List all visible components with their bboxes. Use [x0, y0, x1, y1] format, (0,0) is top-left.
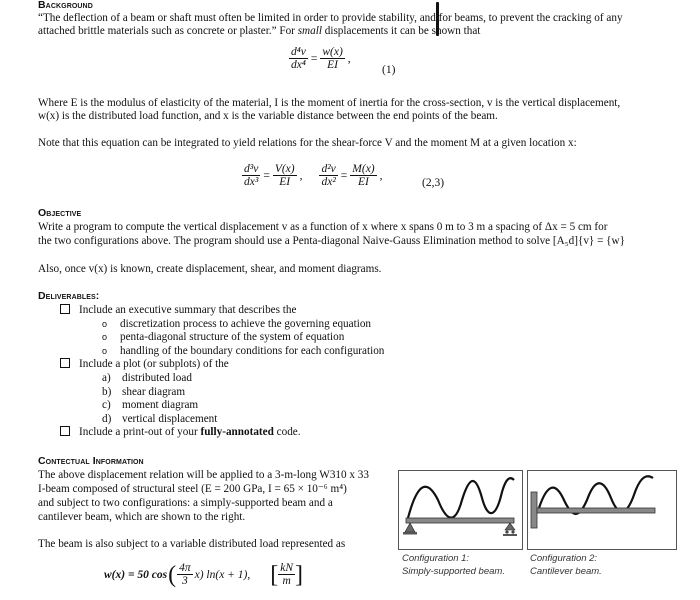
list-item: a) distributed load [102, 371, 192, 384]
list-item: o penta-diagonal structure of the system of equation [102, 331, 345, 344]
bullet-icon: o [102, 318, 108, 329]
beam [537, 508, 655, 513]
contextual-line4: cantilever beam, which are shown to the right. [38, 511, 246, 523]
list-item: b) shear diagram [102, 385, 186, 398]
contextual-heading: Contectual Information [38, 455, 144, 467]
deliverables-list [60, 304, 384, 440]
objective-line3: Also, once v(x) is known, create displacement, shear, and moment diagrams. [38, 263, 382, 275]
config2-figure [527, 470, 677, 550]
list-item: o handling of the boundary conditions for each configuration [102, 344, 385, 357]
objective-line2: the two configurations above. The program should use a Penta-diagonal Naive-Gauss Elimination method to solve [A₅d]{v} = {w} [38, 235, 626, 247]
contextual-line1: The above displacement relation will be applied to a 3-m-long W310 x 33 [38, 469, 369, 481]
checkbox-icon[interactable] [60, 304, 70, 314]
list-item: o discretization process to achieve the governing equation [102, 317, 372, 330]
background-para2-line1: Where E is the modulus of elasticity of the material, I is the moment of inertia for the cross-section, v is the vertical displacement, [38, 97, 621, 109]
config2-caption: Configuration 2: Cantilever beam. [530, 553, 602, 577]
checkbox-icon[interactable] [60, 358, 70, 368]
contextual-line2: I-beam composed of structural steel (E = 200 GPa, I = 65 × 10⁻⁶ m⁴) [38, 483, 347, 495]
deliverable-item-2: Include a plot (or subplots) of the [60, 358, 384, 372]
equation-2-3: $\frac{\text{d³v}}{\text{dx³}}$ = $\frac{V(x)}{EI}$ , $\frac{\text{d²v}}{\text{dx²}}$ = $\frac{M(x)}{EI}$ , [244, 163, 383, 188]
bullet-icon: o [102, 345, 108, 356]
load-equation: w(x) = 50 cos ( $\frac{4\pi}{3}$ x) ln(x + 1), [ $\frac{kN}{m}$ ] [104, 561, 304, 588]
contextual-line5: The beam is also subject to a variable distributed load represented as [38, 538, 346, 550]
objective-heading: Objective [38, 207, 82, 219]
background-para1-line2: attached brittle materials such as concrete or plaster.” For small displacements it can be shown that [38, 25, 481, 37]
equation-1: $\frac{\text{d⁴v}}{\text{dx⁴}}$ = $\frac{w(x)}{EI}$ , [291, 46, 351, 71]
deliverable-item-1: Include an executive summary that describes the [60, 304, 384, 318]
list-item: d) vertical displacement [102, 412, 218, 425]
background-para3: Note that this equation can be integrated to yield relations for the shear-force V and the moment M at a given location x: [38, 137, 577, 149]
deliverables-heading: Deliverables: [38, 290, 100, 302]
deliverable-item-3: Include a print-out of your fully-annotated code. [60, 426, 384, 440]
list-item: c) moment diagram [102, 399, 199, 412]
contextual-line3: and subject to two configurations: a simply-supported beam and a [38, 497, 333, 509]
config1-figure [398, 470, 523, 550]
equation-1-label: (1) [382, 64, 396, 76]
fixed-wall-icon [531, 492, 537, 528]
background-heading: Background [38, 0, 93, 11]
checkbox-icon[interactable] [60, 426, 70, 436]
bullet-icon: o [102, 332, 108, 343]
objective-line1: Write a program to compute the vertical displacement v as a function of x where x spans 0 m to 3 m a spacing of Δx = 5 cm for [38, 221, 608, 233]
equation-2-3-label: (2,3) [422, 177, 445, 189]
background-para2-line2: w(x) is the distributed load function, and x is the variable distance between the end points of the beam. [38, 110, 498, 122]
background-para1-line1: “The deflection of a beam or shaft must often be limited in order to provide stability, and for beams, to prevent the cracking of any [38, 12, 623, 24]
beam [406, 518, 514, 523]
config1-caption: Configuration 1: Simply-supported beam. [402, 553, 505, 577]
